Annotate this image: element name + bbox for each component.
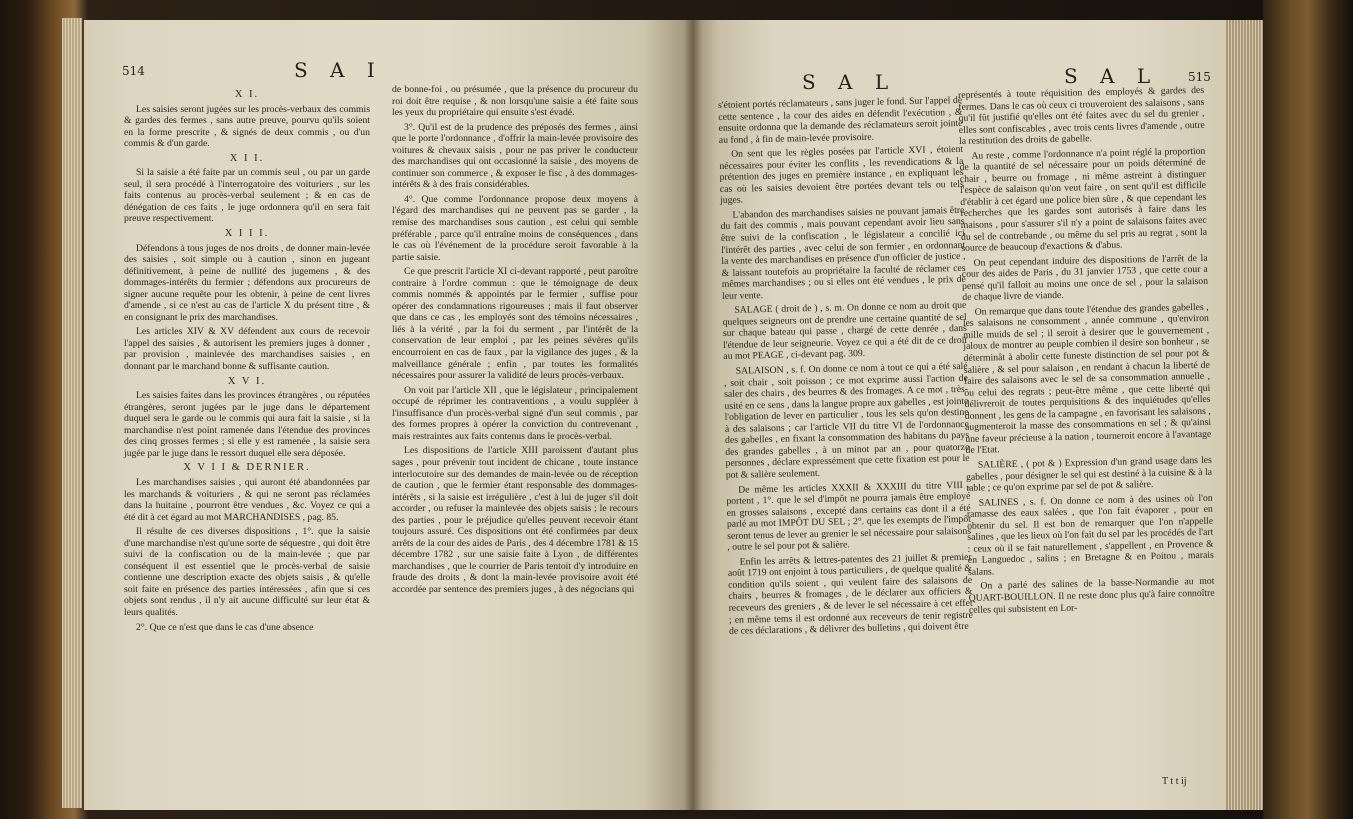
paragraph: de bonne-foi , ou présumée , que la présence du procureur du roi doit être requise , & non lorsqu'une saisie a été faite sous les yeux du propriétaire qui ensuite s'est évadé. (392, 84, 638, 119)
book-gutter (684, 20, 702, 810)
paragraph: SALINES , s. f. On donne ce nom à des usines où l'on ramasse des eaux salées , que l'on fait évaporer , pour en obtenir du sel. Il est bon de remarquer que l'on n'appelle salines , que les lieux où l'on fait du sel par les procédés de l'art : ceux où il se fait naturellement , s'appellent , en Provence & en Languedoc , salins ; en Bretagne & en Poitou , marais salans. (966, 492, 1214, 578)
paragraph: représentés à toute réquisition des employés & gardes des fermes. Dans le cas où ceux ci trouveroient des salaisons , sans qu'il fût justifié qu'elles ont été faites avec du sel du grenier , elles sont confiscables , avec trois cents livres d'amende , outre la restitution des droits de gabelle. (958, 84, 1205, 148)
paragraph: 2°. Que ce n'est que dans le cas d'une absence (136, 621, 314, 633)
right-running-head-left: S A L (802, 70, 897, 94)
right-page-edges (1225, 20, 1273, 810)
paragraph: Les articles XIV & XV défendent aux cours de recevoir l'appel des saisies , & autorisent les premiers juges à donner , par provision , mainlevée des marchandises saisies , en donnant par le marchand bonne & suffisante caution. (124, 326, 370, 373)
right-page (692, 20, 1226, 810)
paragraph: Au reste , comme l'ordonnance n'a point réglé la proportion de la quantité de sel nécessaire pour un poids déterminé de chair , beurre ou fromage , ni même astreint à distinguer l'espèce de salaison qu'on veut faire , on sent qu'il est difficile d'établir à cet égard une police bien sûre , & que cependant les recherches que les gardes sont autorisés à faire dans les maisons , pour s'assurer s'il n'y a point de salaisons faites avec du sel de contrebande , ou même du sel pris au regrat , sont la source de beaucoup d'exactions & d'abus. (959, 145, 1208, 255)
paragraph: Défendons à tous juges de nos droits , de donner main-levée des saisies , soit simple ou à caution , sinon en jugeant définitivement, à peine de nullité des jugemens , & des dommages-intérêts du fermier ; défendons aux procureurs de signer aucune requête pour les obtenir, à peine de cent livres d'amende , si ce n'est au cas de l'article X du présent titre , & en consignant le prix des marchandises. (124, 242, 370, 323)
paragraph: Les saisies faites dans les provinces étrangères , ou réputées étrangères, seront jugées par le juge dans le département duquel sera le garde ou le commis qui aura fait la saisie , si la marchandise n'est point ramenée dans l'étendue des provinces des cinq grosses fermes ; si elle y est ramenée , la saisie sera jugée par le juge dans le ressort duquel elle sera déposée. (124, 390, 370, 459)
paragraph: On voit par l'article XII , que le législateur , principalement occupé de réprimer les contraventions , a voulu suppléer à l'insuffisance d'un procès-verbal signé d'un seul commis , par des formes propres à opérer la conviction du contrevenant , mais restraintes aux faits contenus dans le procès-verbal. (392, 384, 638, 442)
paragraph: Si la saisie a été faite par un commis seul , ou par un garde seul, il sera procédé à l'interrogatoire des voituriers , sur les faits contenus au procès-verbal seulement ; & en cas de dénégation de ces faits , le juge ordonnera qu'il en sera fait preuve respectivement. (124, 167, 370, 225)
paragraph: On a parlé des salines de la basse-Normandie au mot QUART-BOUILLON. Il ne reste donc plus qu'à faire connoître celles qui subsistent en Lor- (968, 576, 1215, 616)
left-running-head: S A I (294, 58, 383, 82)
article-heading: X I. (234, 89, 260, 100)
left-folio: 514 (122, 64, 145, 78)
article-heading: X V I. (227, 375, 267, 387)
signature-mark: T t t ij (1162, 776, 1187, 787)
right-folio: 515 (1188, 70, 1211, 84)
paragraph: SALIÈRE , ( pot & ) Expression d'un grand usage dans les gabelles , pour désigner le sel qui est destiné à la cuisine & à la table ; ce qu'on exprime par sel de pot & salière. (965, 454, 1213, 494)
paragraph: s'étoient portés réclamateurs , sans juger le fond. Sur l'appel de cette sentence , la cour des aides en défendit l'exécution , & ensuite ordonna que la demande des réclamateurs seroit jointe au fond , à fin de main-levée provisoire. (718, 94, 963, 146)
paragraph: L'abandon des marchandises saisies ne pouvant jamais être du fait des commis , mais pouvant cependant avoir lieu sans être suivi de la confiscation , le législateur a concilié ici l'intérêt des parties , avec celui de son fermier , en ordonnant la vente des marchandises en présence d'un officier de justice , & laissant toutefois au propriétaire la faculté de réclamer ces mêmes marchandises ; ou si elles ont été vendues , le prix de leur vente. (720, 204, 966, 302)
paragraph: 4°. Que comme l'ordonnance propose deux moyens à l'égard des marchandises qui ne peuvent pas se garder , la remise des marchandises sous caution , est celui qui semble préférable , parce qu'il entraîne moins de conséquences , dans le cas où l'événement de la procédure seroit favorable à la partie saisie. (392, 193, 638, 263)
paragraph: Enfin les arrêts & lettres-patentes des 21 juillet & premier août 1719 ont enjoint à tous particuliers , de quelque qualité & condition qu'ils soient , qui veulent faire des salaisons de chairs , beurres & fromages , de le déclarer aux officiers & receveurs des greniers , & de lever le sel nécessaire à cet effet ; en même tems il est ordonné aux receveurs de tenir registre de ces déclarations , & délivrer des bulletins , qui doivent être (727, 551, 973, 637)
paragraph: Les marchandises saisies , qui auront été abandonnées par les marchands & voituriers , & qui ne seront pas réclamées dans la huitaine , pourront être vendues , &c. Voyez ce qui a été dit à cet égard au mot MARCHANDISES , pag. 85. (124, 476, 370, 523)
left-column-2 (392, 84, 638, 596)
paragraph: De même les articles XXXII & XXXIII du titre VIII , portent , 1°. que le sel d'impôt ne pourra jamais être employé en grosses salaisons , excepté dans certains cas dont il a été parlé au mot IMPÔT DU SEL ; 2°. que les exempts de l'impôt seront tenus de lever au grenier le sel nécessaire pour salaisons , outre le sel pour pot & salière. (726, 479, 972, 554)
paragraph: SALAISON , s. f. On donne ce nom à tout ce qui a été salé , soit chair , soit poisson ; ce mot exprime aussi l'action de saler des chairs , des beurres & des fromages. A ce mot , très-usité en ce sens , dans la langue propre aux gabelles , est jointe l'obligation de lever en particulier , tous les sels qu'on destine à des salaisons ; car l'article VII du titre VI de l'ordonnance des gabelles , en fixant la consommation des habitans du pays des grandes gabelles , à un minot par an , pour quatorze personnes , déclare expressément que cette fixation est pour le pot & salière seulement. (723, 360, 970, 481)
paragraph: Les dispositions de l'article XIII paroissent d'autant plus sages , pour prévenir tout incident de chicane , toute instance interlocutoire sur des demandes de main-levée ou de réception de caution , que le fermier étant responsable des dommages-intérêts , si la saisie est irrégulière , c'est à lui de juger s'il doit accorder , ou refuser la mainlevée des objets saisis ; le recours des parties , pour le préjudice qu'elles peuvent recevoir étant toujours assuré. Ces dispositions ont été confirmées par deux arrêts de la cour des aides de Paris , des 4 décembre 1781 & 15 décembre 1782 , sur une saisie faite à Lyon , de différentes marchandises , que le courrier de Paris tentoit d'y introduire en fraude des droits , & dont la main-levée provisoire avoit été accordée par sentence des premiers juges , à des négocians qui (392, 445, 638, 595)
paragraph: On remarque que dans toute l'étendue des grandes gabelles , les salaisons ne consomment , année commune , qu'environ mille muids de sel ; il seroit à desirer que le gouvernement , jaloux de montrer au peuple combien il desire son bonheur , se déterminât à abolir cette funeste distinction de sel pour pot & salière , & sel pour salaison , en rendant à chacun la liberté de faire des salaisons avec le sel de sa consommation annuelle , ou celui des regrats ; peut-être même , que cette liberté qui délivreroit de toutes perquisitions & des inquiétudes qu'elles donnent , les gens de la campagne , en favorisant les salaisons , augmenteroit la masse des consommations en sel ; & qu'ainsi une faveur précieuse à la nation , tourneroit encore à l'avantage de l'Etat. (962, 301, 1212, 457)
article-heading: X V I I & DERNIER. (183, 462, 311, 474)
paragraph: Les saisies seront jugées sur les procès-verbaux des commis & gardes des fermes , sans autre preuve, pourvu qu'ils soient en la forme prescrite , & signés de deux commis , ou d'un commis & d'un garde. (124, 103, 370, 150)
article-heading: X I I. (229, 152, 265, 164)
paragraph: SALAGE ( droit de ) , s. m. On donne ce nom au droit que quelques seigneurs ont de prendre une certaine quantité de sel sur chaque bateau qui passe , chargé de cette denrée , dans l'étendue de leur seigneurie. Voyez ce qui a été dit de ce droit au mot PEAGE , ci-devant pag. 309. (722, 300, 968, 363)
left-column-1 (124, 86, 370, 633)
right-column-1 (718, 95, 973, 638)
paragraph: On sent que les règles posées par l'article XVI , étoient nécessaires pour éviter les conflits , les revendications & la prétention des juges en première instance , en expliquant les cas où les saisies devoient être portées devant tels ou tels juges. (719, 144, 964, 207)
paragraph: Ce que prescrit l'article XI ci-devant rapporté , peut paroître contraire à l'ordre commun : que le témoignage de deux commis nommés & appointés par le fermier , suffise pour opérer des condamnations rigoureuses ; mais il faut observer que dans ce cas , les employés sont des témoins nécessaires , liés à la vérité , par la foi du serment , par l'intérêt de la conservation de leur emploi , par les peines sévères qu'ils encourroient en cas de faux , par la vigilance des juges , & la malveillance générale ; enfin , par toutes les formalités nécessaires pour assurer la validité de leurs procès-verbaux. (392, 266, 638, 382)
paragraph: On peut cependant induire des dispositions de l'arrêt de la cour des aides de Paris , du 31 janvier 1753 , que cette cour a pensé qu'il falloit au moins une once de sel , pour la salaison de chaque livre de viande. (961, 252, 1209, 304)
paragraph: 3°. Qu'il est de la prudence des préposés des fermes , ainsi que le porte l'ordonnance , d'offrir la main-levée provisoire des voitures & chevaux saisis , pour ne pas priver le conducteur des marchandises qui ont occasionné la saisie , des moyens de continuer son commerce , & exposer le fisc , à des dommages-intérêts & à des frais considérables. (392, 121, 638, 191)
paragraph: Il résulte de ces diverses dispositions , 1°. que la saisie d'une marchandise n'est qu'une sorte de séquestre , qui doit être suivi de la confiscation ou de la main-levée ; que par conséquent il est essentiel que le procès-verbal de saisie contienne une description exacte des objets saisis , & qu'elle soit faite en présence des parties intéressées , afin que si ces objets sont rendus , il n'y ait aucune difficulté sur leur état & leurs qualités. (124, 526, 370, 618)
left-page (84, 20, 692, 810)
left-page-edges (62, 18, 82, 808)
article-heading: X I I I. (224, 228, 270, 240)
right-running-head-right: S A L (1064, 64, 1159, 88)
right-column-2 (958, 85, 1215, 616)
